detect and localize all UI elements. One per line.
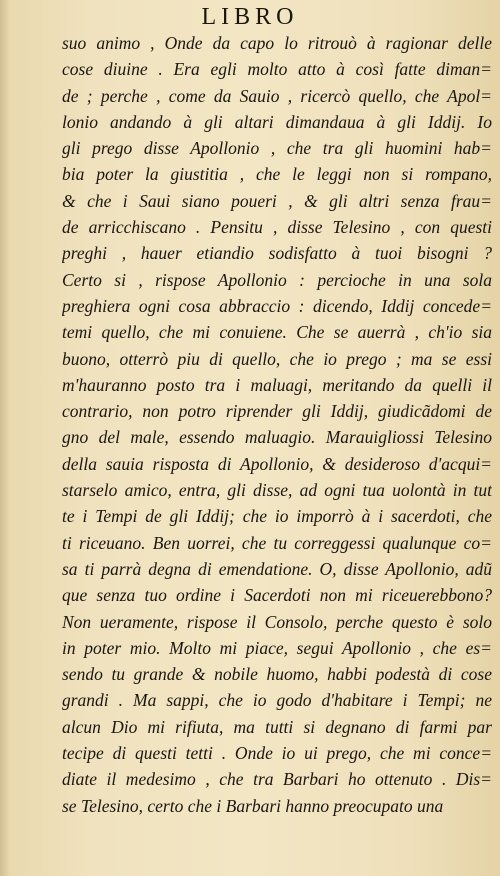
text-line: preghi , hauer etiandio sodisfatto à tuoi bisogni ?: [62, 243, 492, 264]
text-line: ti riceuano. Ben uorrei, che tu correggessi qualunque co=: [62, 532, 492, 553]
text-line: de ; perche , come da Sauio , ricercò quello, che Apol=: [62, 85, 492, 106]
text-line: grandi . Ma sappi, che io godo d'habitare i Tempi; ne: [62, 690, 492, 711]
text-line: temi quello, che mi conuiene. Che se auerrà , ch'io sia: [62, 322, 492, 343]
text-line: buono, otterrò piu di quello, che io prego ; ma se essi: [62, 348, 492, 369]
text-line: della sauia risposta di Apollonio, & desideroso d'acqui=: [62, 453, 492, 474]
text-line: gli prego disse Apollonio , che tra gli huomini hab=: [62, 138, 492, 159]
text-line: starselo amico, entra, gli disse, ad ogni tua uolontà in tut: [62, 480, 492, 501]
body-text: [62, 30, 492, 819]
text-line: alcun Dio mi rifiuta, ma tutti si degnano di farmi par: [62, 716, 492, 737]
text-line: de arricchiscano . Pensitu , disse Telesino , con questi: [62, 217, 492, 238]
text-line: bia poter la giustitia , che le leggi non si rompano,: [62, 164, 492, 185]
text-line: que senza tuo ordine i Sacerdoti non mi riceuerebbono?: [62, 585, 492, 606]
text-line: gno del male, essendo maluagio. Marauigliossi Telesino: [62, 427, 492, 448]
text-line: preghiera ogni cosa abbraccio : dicendo, Iddij concede=: [62, 295, 492, 316]
text-line: suo animo , Onde da capo lo ritrouò à ragionar delle: [62, 33, 492, 53]
text-line: se Telesino, certo che i Barbari hanno preocupato una: [62, 795, 444, 816]
text-line: te i Tempi de gli Iddij; che io imporrò à i sacerdoti, che: [62, 506, 492, 527]
running-head: LIBRO: [201, 4, 299, 30]
text-line: contrario, non potro riprender gli Iddij, giudicãdomi de: [62, 401, 492, 422]
text-line: sendo tu grande & nobile huomo, habbi podestà di cose: [62, 664, 492, 685]
gutter-shadow: [0, 0, 10, 876]
text-line: & che i Saui siano poueri , & gli altri senza frau=: [62, 190, 492, 211]
text-line: Non ueramente, rispose il Consolo, perche questo è solo: [62, 611, 492, 632]
text-line: cose diuine . Era egli molto atto à così fatte diman=: [62, 59, 492, 80]
text-line: sa ti parrà degna di emendatione. O, disse Apollonio, adũ: [62, 558, 492, 579]
text-line: Certo si , rispose Apollonio : percioche in una sola: [62, 269, 492, 290]
text-line: tecipe di questi tetti . Onde io ui prego, che mi conce=: [62, 743, 492, 764]
text-line: diate il medesimo , che tra Barbari ho ottenuto . Dis=: [62, 769, 492, 790]
text-line: m'hauranno posto tra i maluagi, meritando da quelli il: [62, 374, 492, 395]
text-line: in poter mio. Molto mi piace, segui Apollonio , che es=: [62, 637, 492, 658]
text-line: lonio andando à gli altari dimandaua à gli Iddij. Io: [62, 111, 492, 132]
